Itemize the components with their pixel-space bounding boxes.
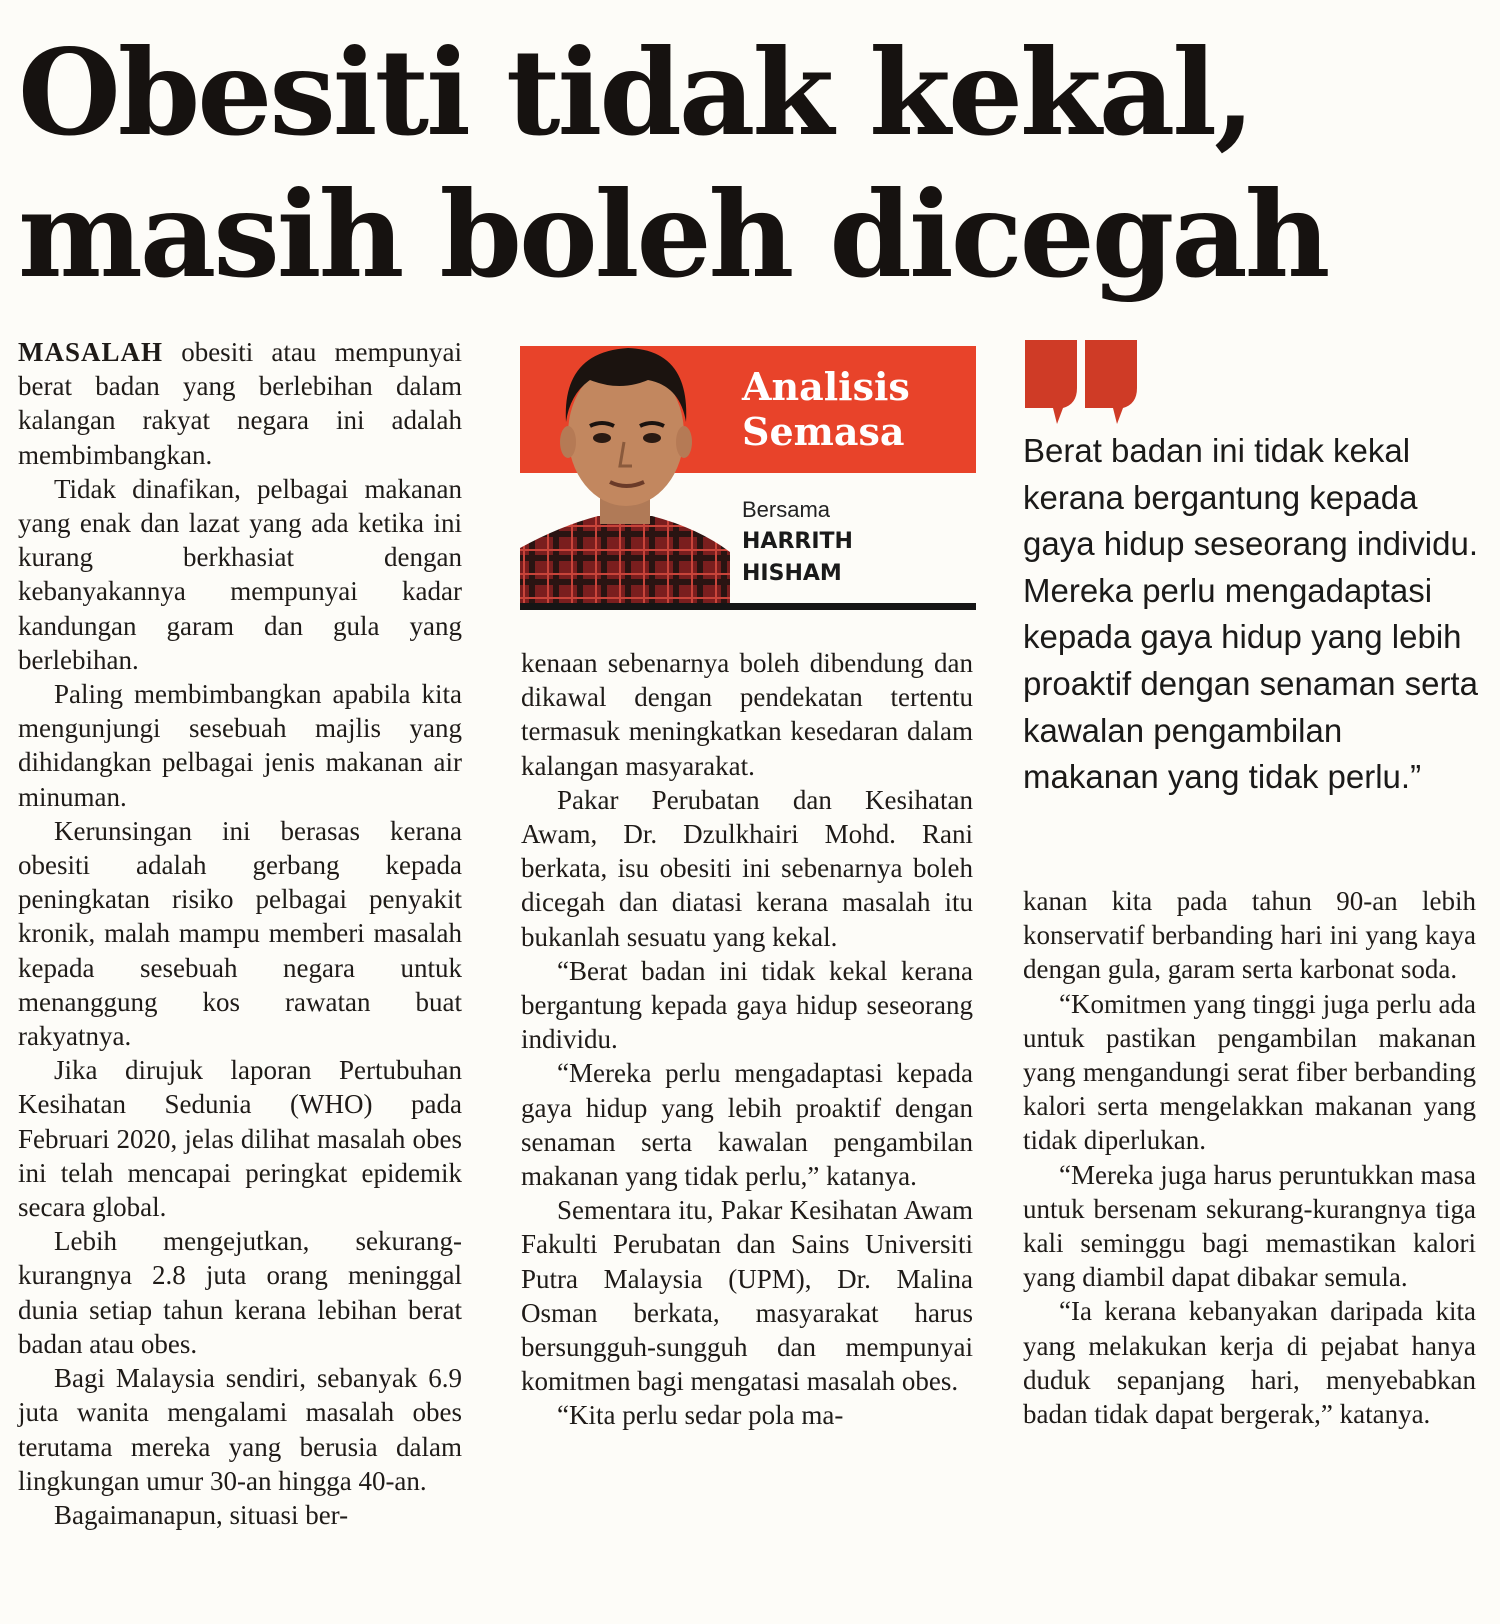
paragraph: kanan kita pada tahun 90-an lebih konservatif berbanding hari ini yang kaya dengan gula, garam serta karbonat soda. <box>1023 886 1476 985</box>
headline-line-2: masih boleh dicegah <box>18 165 1328 304</box>
article-column-1 <box>18 335 462 1532</box>
paragraph: “Ia kerana kebanyakan daripada kita yang melakukan kerja di pejabat hanya duduk sepanjang hari, menyebabkan badan tidak dapat bergerak,” katanya. <box>1023 1296 1476 1430</box>
author-with-label: Bersama <box>742 497 831 522</box>
paragraph: “Kita perlu sedar pola ma- <box>557 1400 844 1431</box>
article-column-3 <box>1023 884 1476 1431</box>
paragraph: MASALAH obesiti atau mempunyai berat badan yang berlebihan dalam kalangan rakyat negara ini adalah membimbangkan. <box>18 337 462 470</box>
paragraph: “Berat badan ini tidak kekal kerana bergantung kepada gaya hidup seseorang individu. <box>521 955 973 1055</box>
pull-quote: Berat badan ini tidak kekal kerana bergantung kepada gaya hidup seseorang individu. Mereka perlu mengadaptasi kepada gaya hidup yang lebih proaktif dengan senaman serta kawalan pengambilan makanan yang tidak perlu.” <box>1023 432 1478 796</box>
paragraph: Kerunsingan ini berasas kerana obesiti adalah gerbang kepada peningkatan risiko pelbagai penyakit kronik, malah mampu memberi masalah kepada sesebuah negara untuk menanggung kos rawatan buat rakyatnya. <box>18 815 462 1052</box>
paragraph: Bagaimanapun, situasi ber- <box>54 1499 349 1530</box>
divider <box>520 603 976 610</box>
lead-word: MASALAH <box>18 337 164 367</box>
paragraph: Tidak dinafikan, pelbagai makanan yang enak dan lazat yang ada ketika ini kurang berkhasiat dengan kebanyakannya mempunyai kadar kandungan garam dan gula yang berlebihan. <box>18 473 462 675</box>
paragraph: “Komitmen yang tinggi juga perlu ada untuk pastikan pengambilan makanan yang mengandungi serat fiber berbanding kalori serta mengelakkan makanan yang tidak diperlukan. <box>1023 988 1476 1156</box>
paragraph: “Mereka perlu mengadaptasi kepada gaya hidup yang lebih proaktif dengan senaman serta kawalan pengambilan makanan yang tidak perlu,” katanya. <box>521 1058 973 1192</box>
quote-marks-icon <box>1023 340 1141 425</box>
paragraph: Sementara itu, Pakar Kesihatan Awam Fakulti Perubatan dan Sains Universiti Putra Malaysia (UPM), Dr. Malina Osman berkata, masyarakat harus bersungguh-sungguh dan mempunyai komitmen bagi mengatasi masalah obes. <box>521 1195 973 1397</box>
author-photo <box>520 330 730 605</box>
paragraph: kenaan sebenarnya boleh dibendung dan dikawal dengan pendekatan tertentu termasuk meningkatkan kesedaran dalam kalangan masyarakat. <box>521 648 973 781</box>
column-title: Analisis Semasa <box>742 364 910 454</box>
paragraph: Paling membimbangkan apabila kita mengunjungi sesebuah majlis yang dihidangkan pelbagai jenis makanan air minuman. <box>18 679 462 812</box>
paragraph: Lebih mengejutkan, sekurang-kurangnya 2.8 juta orang meninggal dunia setiap tahun kerana lebihan berat badan atau obes. <box>18 1226 462 1359</box>
paragraph: “Mereka juga harus peruntukkan masa untuk bersenam sekurang-kurangnya tiga kali seminggu bagi memastikan kalori yang diambil dapat dibakar semula. <box>1023 1159 1476 1293</box>
headline-line-1: Obesiti tidak kekal, <box>18 23 1253 162</box>
author-box <box>520 330 976 613</box>
paragraph: Jika dirujuk laporan Pertubuhan Kesihatan Sedunia (WHO) pada Februari 2020, jelas dilihat masalah obes ini telah mencapai peringkat epidemik secara global. <box>18 1055 462 1223</box>
headline <box>18 22 1478 306</box>
author-name: HARRITH HISHAM <box>742 529 853 586</box>
paragraph: Bagi Malaysia sendiri, sebanyak 6.9 juta wanita mengalami masalah obes terutama mereka yang berusia dalam lingkungan umur 30-an hingga 40-an. <box>18 1363 462 1496</box>
article-column-2 <box>521 646 973 1433</box>
paragraph: Pakar Perubatan dan Kesihatan Awam, Dr. Dzulkhairi Mohd. Rani berkata, isu obesiti ini sebenarnya boleh dicegah dan diatasi kerana masalah itu bukanlah sesuatu yang kekal. <box>521 784 973 952</box>
